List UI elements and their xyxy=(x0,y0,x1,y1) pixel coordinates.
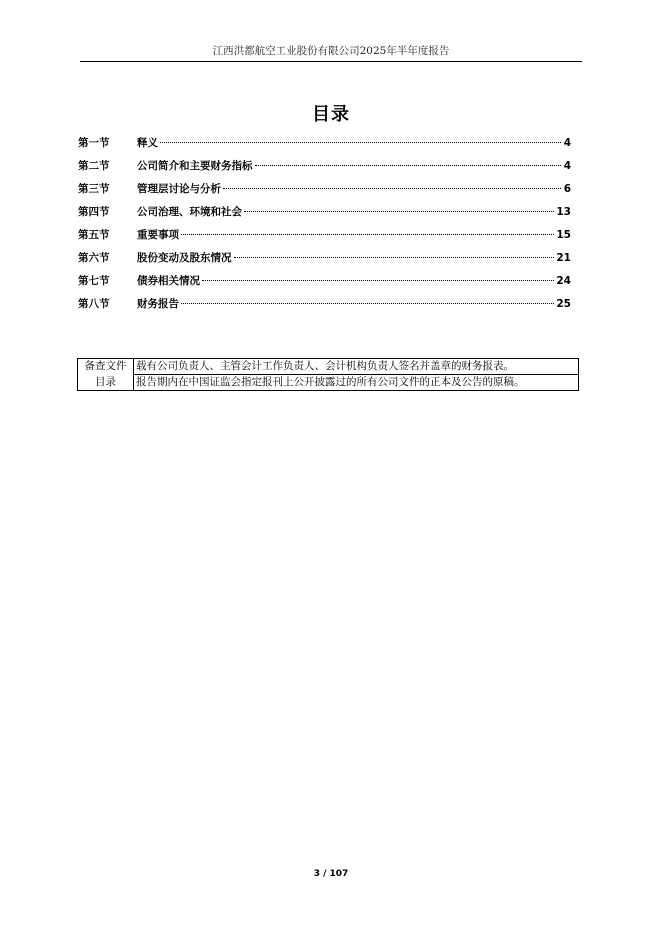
reference-item: 载有公司负责人、主管会计工作负责人、会计机构负责人签名并盖章的财务报表。 xyxy=(134,359,579,375)
toc-section-name: 公司治理、环境和社会 xyxy=(137,206,242,218)
toc-row[interactable] xyxy=(78,158,571,181)
toc-leader-dots xyxy=(234,257,555,258)
toc-leader-dots xyxy=(223,188,561,189)
toc-section-number: 第二节 xyxy=(78,160,110,172)
toc-page-number: 4 xyxy=(563,160,571,172)
toc-leader-dots xyxy=(160,142,561,143)
toc-section-number: 第六节 xyxy=(78,252,110,264)
toc-page-number: 24 xyxy=(556,275,571,287)
reference-label-bottom: 目录 xyxy=(78,375,134,391)
toc-page-number: 15 xyxy=(556,229,571,241)
page-number: 3 / 107 xyxy=(313,869,349,879)
toc-page-number: 25 xyxy=(556,298,571,310)
toc-section-name: 财务报告 xyxy=(137,298,179,310)
toc-row[interactable] xyxy=(78,227,571,250)
table-row xyxy=(78,359,579,375)
toc-section-number: 第八节 xyxy=(78,298,110,310)
reference-documents-table xyxy=(77,358,579,391)
toc-section-number: 第四节 xyxy=(78,206,110,218)
toc-section-name: 重要事项 xyxy=(137,229,179,241)
toc-row[interactable] xyxy=(78,181,571,204)
toc-row[interactable] xyxy=(78,250,571,273)
toc-page-number: 6 xyxy=(563,183,571,195)
toc-leader-dots xyxy=(255,165,562,166)
toc-section-name: 债券相关情况 xyxy=(137,275,200,287)
toc-page-number: 21 xyxy=(556,252,571,264)
toc-page-number: 4 xyxy=(563,137,571,149)
table-of-contents xyxy=(78,135,571,319)
toc-section-name: 释义 xyxy=(137,137,158,149)
toc-row[interactable] xyxy=(78,273,571,296)
toc-section-name: 股份变动及股东情况 xyxy=(137,252,232,264)
toc-leader-dots xyxy=(202,280,554,281)
toc-page-number: 13 xyxy=(556,206,571,218)
toc-section-name: 管理层讨论与分析 xyxy=(137,183,221,195)
toc-section-number: 第三节 xyxy=(78,183,110,195)
toc-row[interactable] xyxy=(78,135,571,158)
reference-label-top: 备查文件 xyxy=(78,359,134,375)
toc-section-name: 公司简介和主要财务指标 xyxy=(137,160,253,172)
table-row xyxy=(78,375,579,391)
toc-section-number: 第一节 xyxy=(78,137,110,149)
toc-row[interactable] xyxy=(78,296,571,319)
toc-row[interactable] xyxy=(78,204,571,227)
page-header xyxy=(80,44,582,62)
header-text: 江西洪都航空工业股份有限公司2025年半年度报告 xyxy=(212,45,450,57)
toc-leader-dots xyxy=(244,211,554,212)
toc-leader-dots xyxy=(181,303,554,304)
page-title: 目录 xyxy=(312,104,350,125)
toc-leader-dots xyxy=(181,234,554,235)
reference-item: 报告期内在中国证监会指定报刊上公开披露过的所有公司文件的正本及公告的原稿。 xyxy=(134,375,579,391)
toc-section-number: 第七节 xyxy=(78,275,110,287)
toc-section-number: 第五节 xyxy=(78,229,110,241)
